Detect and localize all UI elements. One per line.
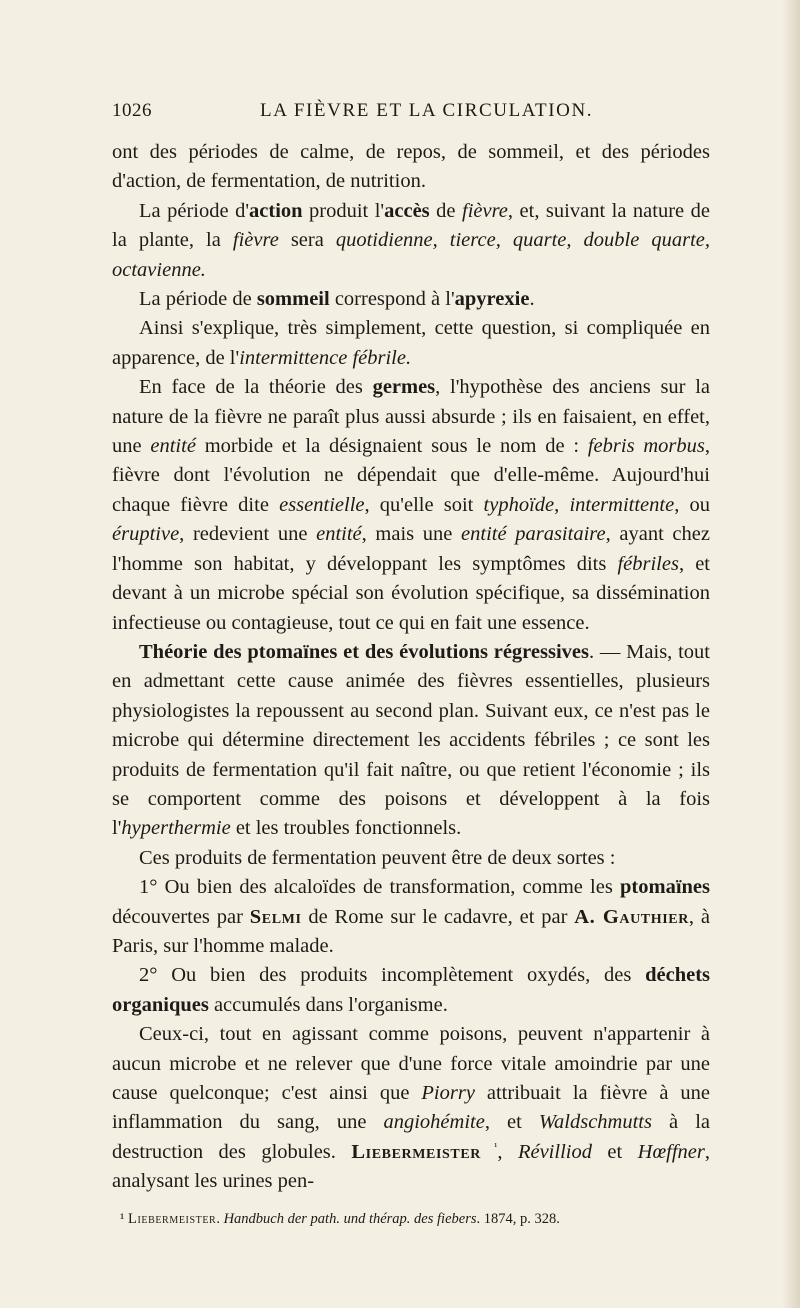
italic-term: Hœffner xyxy=(637,1140,705,1163)
bold-term: action xyxy=(249,199,303,222)
italic-term: angiohémite xyxy=(383,1111,485,1134)
text-run: correspond à l' xyxy=(329,288,455,311)
text-run: attribuait la fièvre à une inflammation du sang, une xyxy=(112,1082,711,1134)
text-run: découvertes par xyxy=(112,905,250,928)
text-run: , l'hypothèse des anciens sur la nature de la fièvre ne paraît plus aussi absurde ; ils en faisaient, en effet, une xyxy=(112,376,711,458)
author-name: Selmi xyxy=(249,905,302,928)
bold-term: apyrexie xyxy=(454,288,530,311)
paragraph-p2 xyxy=(112,285,710,314)
author-name: Liebermeister xyxy=(351,1140,481,1163)
paragraph-p7 xyxy=(112,873,710,961)
text-run: , ayant chez l'homme son habitat, y développant les symptômes dits xyxy=(112,523,710,575)
text-run: , fièvre dont l'évolution ne dépendait que d'elle-même. Aujourd'hui chaque fièvre dite xyxy=(112,435,710,516)
italic-term: intermittence fébrile. xyxy=(239,346,412,369)
text-run: morbide et la désignaient sous le nom de : xyxy=(195,435,588,458)
paragraph-p5 xyxy=(112,638,710,844)
text-run: de Rome sur le cadavre, et par xyxy=(301,905,575,928)
body-text xyxy=(112,138,710,1197)
paragraph-p3 xyxy=(112,314,710,373)
bold-term: ptomaïnes xyxy=(620,876,710,899)
paragraph-p8 xyxy=(112,961,710,1020)
text-run: accumulés dans l'organisme. xyxy=(208,993,448,1016)
italic-term: fièvre xyxy=(232,229,279,252)
text-run: En face de la théorie des xyxy=(139,376,373,399)
italic-term: febris morbus xyxy=(587,435,705,458)
footnote-marker: ¹ xyxy=(120,1211,125,1227)
text-run: La période d' xyxy=(139,199,250,222)
text-run: et xyxy=(591,1140,638,1163)
italic-term: éruptive xyxy=(112,523,180,546)
paragraph-p4 xyxy=(112,373,710,638)
text-run: , et, suivant la nature de la plante, la xyxy=(112,199,710,252)
text-run: , ou xyxy=(674,493,710,516)
text-run: 1° Ou bien des alcaloïdes de transformation, comme les xyxy=(139,876,621,899)
text-run: 2° Ou bien des produits incomplètement oxydés, des xyxy=(139,964,646,987)
text-run: , mais une xyxy=(361,523,462,546)
text-run: Ainsi s'explique, très simplement, cette question, si compliquée en apparence, de l' xyxy=(112,317,710,369)
paragraph-p9 xyxy=(112,1020,710,1196)
bold-term: accès xyxy=(384,199,430,222)
footnote-title: Handbuch der path. und thérap. des fiebers xyxy=(223,1211,477,1227)
footnote: ¹ Liebermeister. Handbuch der path. und thérap. des fiebers. 1874, p. 328. xyxy=(120,1211,560,1227)
text-run: , à Paris, sur l'homme malade. xyxy=(112,905,710,957)
italic-term: fièvre xyxy=(462,199,508,222)
text-run: sera xyxy=(278,229,336,252)
italic-term: entité parasitaire xyxy=(461,523,606,546)
running-head xyxy=(112,96,732,128)
italic-term: hyperthermie xyxy=(121,817,231,840)
text-run: ont des périodes de calme, de repos, de sommeil, et des périodes d'action, de fermentation, de nutrition. xyxy=(112,141,710,193)
paragraph-p1 xyxy=(112,197,710,285)
italic-term: quotidienne, tierce, quarte, double quarte, octavienne. xyxy=(112,229,710,281)
text-run: , redevient une xyxy=(179,523,317,546)
italic-term: Waldschmutts xyxy=(538,1111,652,1134)
bold-term: sommeil xyxy=(256,288,330,311)
bold-term: déchets organiques xyxy=(112,964,710,1016)
page-number: 1026 xyxy=(112,100,152,121)
bold-term: Théorie des ptomaïnes et des évolutions régressives xyxy=(139,640,589,663)
italic-term: essentielle xyxy=(279,493,365,516)
italic-term: typhoïde xyxy=(483,493,555,516)
text-run: , analysant les urines pen- xyxy=(112,1140,710,1193)
text-run: Ceux-ci, tout en agissant comme poisons, peuvent n'appartenir à aucun microbe et ne relever que d'une force vitale amoindrie par une cause quelconque; c'est ainsi que xyxy=(112,1023,710,1104)
italic-term: intermittente xyxy=(569,493,675,516)
text-run: Ces produits de fermentation peuvent être de deux sortes : xyxy=(139,846,616,869)
text-run: . — Mais, tout en admettant cette cause animée des fièvres essentielles, plusieurs physiologistes la repoussent au second plan. Suivant eux, ce n'est pas le microbe qui détermine directement les accidents fébriles ; ce sont les produits de fermentation qu'il fait naître, ou que retient l'économie ; ils se comportent comme des poisons et développent à la fois l' xyxy=(112,640,710,840)
text-run: . xyxy=(529,288,535,311)
bold-term: germes xyxy=(372,376,436,399)
paragraph-p6 xyxy=(112,844,710,873)
text-run: , xyxy=(554,493,570,516)
text-run: à la destruction des globules. xyxy=(112,1111,710,1163)
text-run: , qu'elle soit xyxy=(364,493,484,516)
footnote-author: Liebermeister xyxy=(127,1211,217,1227)
italic-term: Révilliod xyxy=(517,1140,592,1163)
text-run: de xyxy=(429,199,462,222)
italic-term: fébriles xyxy=(617,552,679,575)
text-run: , xyxy=(497,1140,518,1163)
footnote-details: . 1874, p. 328. xyxy=(476,1211,560,1227)
running-title: LA FIÈVRE ET LA CIRCULATION. xyxy=(260,100,594,121)
text-run: produit l' xyxy=(302,199,385,222)
text-run: , et devant à un microbe spécial son évolution spécifique, sa dissémination infectieuse ou contagieuse, tout ce qui en fait une essence. xyxy=(112,552,710,634)
text-run: et les troubles fonctionnels. xyxy=(230,817,462,840)
text-run: La période de xyxy=(139,288,257,311)
footnote-ref: ¹ xyxy=(481,1140,498,1153)
text-run: , et xyxy=(484,1111,539,1134)
author-name: A. Gauthier xyxy=(574,905,689,928)
italic-term: entité xyxy=(150,435,196,458)
italic-term: entité xyxy=(316,523,362,546)
paragraph-p0 xyxy=(112,138,710,197)
page-edge-shadow xyxy=(782,0,800,1308)
italic-term: Piorry xyxy=(421,1082,475,1104)
